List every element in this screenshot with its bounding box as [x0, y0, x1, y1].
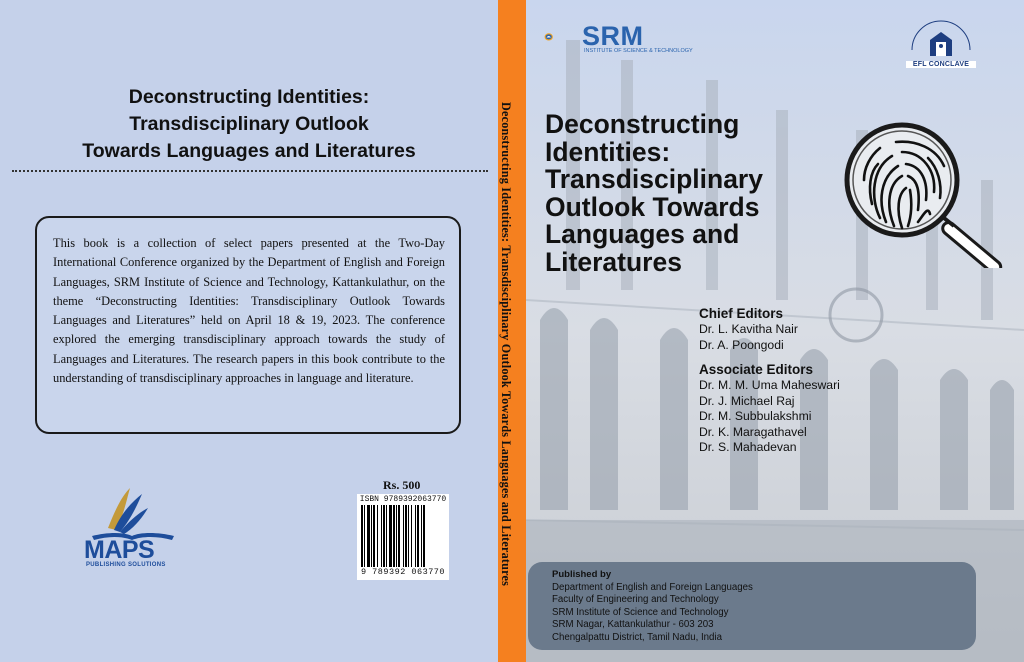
dotted-divider — [12, 170, 488, 172]
front-title-line: Literatures — [545, 246, 682, 277]
maps-logo-subtitle: PUBLISHING SOLUTIONS — [86, 562, 166, 568]
associate-editor-name: Dr. J. Michael Raj — [699, 393, 795, 408]
front-title-line: Transdisciplinary — [545, 164, 763, 195]
associate-editors-heading: Associate Editors — [699, 362, 814, 377]
back-title-line: Transdisciplinary Outlook — [129, 113, 369, 135]
publisher-line: SRM Institute of Science and Technology — [552, 606, 729, 618]
associate-editor-name: Dr. K. Maragathavel — [699, 424, 807, 439]
srm-emblem-icon — [544, 22, 580, 54]
barcode-bars — [361, 505, 445, 567]
price-label: Rs. 500 — [383, 478, 421, 492]
srm-logo-subtitle: INSTITUTE OF SCIENCE & TECHNOLOGY — [584, 48, 693, 54]
front-title-line: Deconstructing — [545, 109, 740, 139]
barcode-digits: 9 789392 063770 — [360, 567, 445, 577]
associate-editor-name: Dr. M. Subbulakshmi — [699, 409, 812, 423]
front-title-line: Identities: — [545, 136, 671, 167]
front-title — [545, 111, 763, 277]
publisher-line: Chengalpattu District, Tamil Nadu, India — [552, 631, 722, 643]
associate-editor-name: Dr. M. M. Uma Maheswari — [699, 378, 840, 392]
publisher-line: Faculty of Engineering and Technology — [552, 594, 719, 606]
chief-editor-name: Dr. A. Poongodi — [699, 337, 784, 352]
front-title-line: Languages and — [545, 219, 740, 250]
srm-logo-text: SRM — [582, 21, 644, 51]
publisher-line: SRM Nagar, Kattankulathur - 603 203 — [552, 619, 714, 631]
publisher-line: Department of English and Foreign Languages — [552, 581, 753, 593]
blurb-text: This book is a collection of select papers presented at the Two-Day International Conference organized by the Department of English and Foreign Languages, SRM Institute of Science and Technology, Kattankulathur, on the theme “Deconstructing Identities: Transdisciplinary Outlook Towards Languages and Literatures” held on April 18 & 19, 2023. The conference explored the emerging transdisciplinary approach towards the study of Languages and Literatures. The research papers in this book contribute to the understanding of transdisciplinary approaches in language and literature. — [53, 236, 445, 386]
associate-editor-name: Dr. S. Mahadevan — [699, 440, 797, 454]
spine-title: Deconstructing Identities: Transdisciplinary Outlook Towards Languages and Literatures — [499, 102, 513, 587]
isbn-label: ISBN 9789392063770 — [359, 495, 447, 504]
maps-logo-text: MAPS — [84, 536, 155, 564]
blurb-box — [35, 216, 461, 434]
back-title-line: Towards Languages and Literatures — [82, 140, 416, 162]
published-by-heading: Published by — [552, 569, 612, 580]
front-title-line: Outlook Towards — [545, 191, 760, 222]
back-cover — [0, 0, 498, 662]
barcode — [357, 494, 449, 580]
chief-editors-heading: Chief Editors — [699, 306, 784, 321]
efl-conclave-label: EFL CONCLAVE — [906, 61, 976, 68]
magnifier-fingerprint-icon — [840, 118, 1018, 268]
back-title-line: Deconstructing Identities: — [128, 86, 370, 108]
publisher-info — [552, 569, 753, 644]
back-title — [0, 84, 498, 165]
editors-list — [699, 305, 840, 456]
chief-editor-name: Dr. L. Kavitha Nair — [699, 322, 798, 336]
